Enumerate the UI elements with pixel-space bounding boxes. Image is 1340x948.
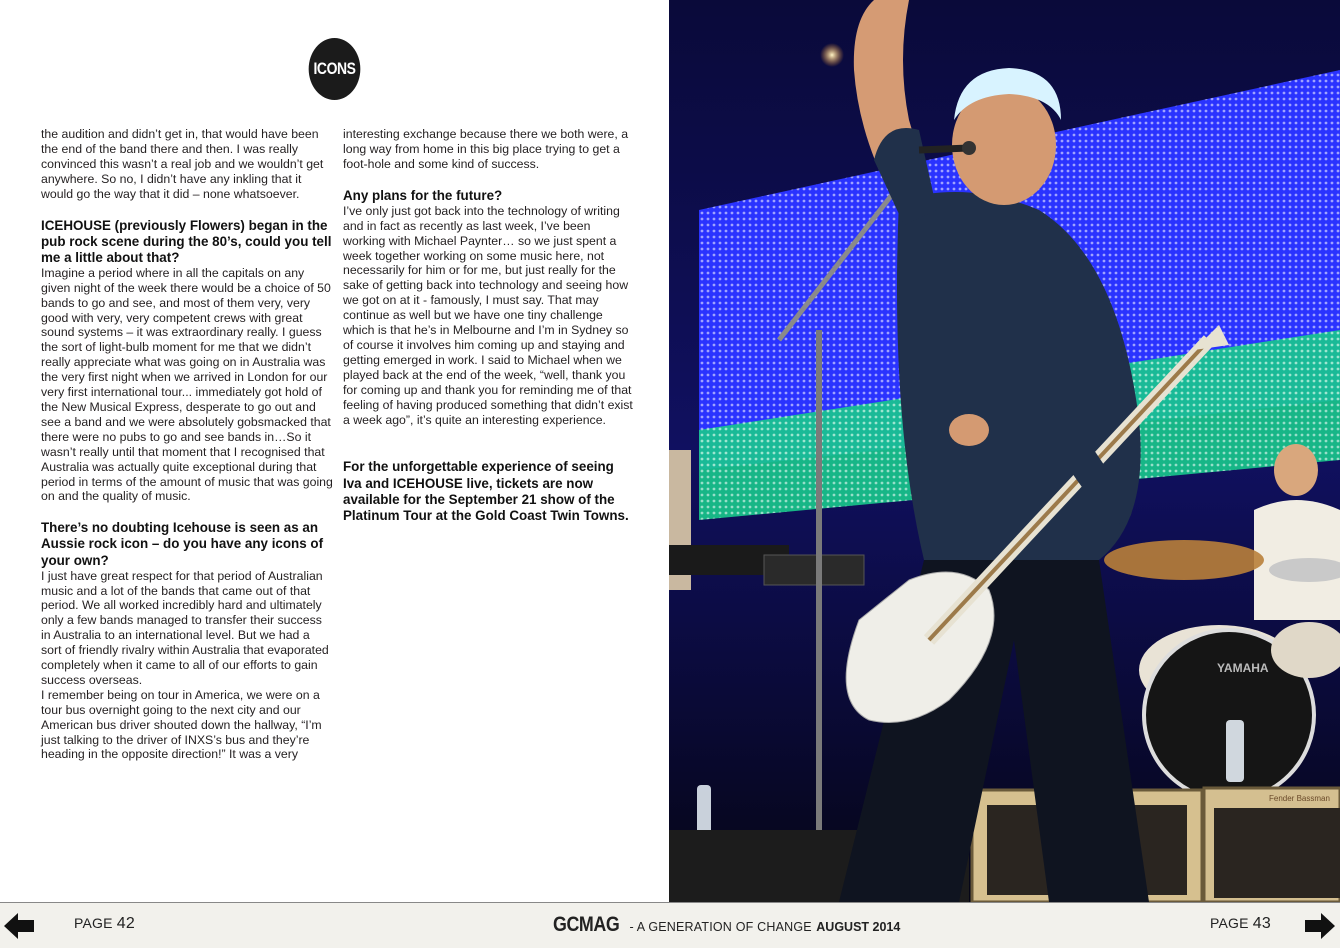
tagline: - A GENERATION OF CHANGE (629, 920, 812, 934)
page-number: 42 (116, 915, 135, 932)
interview-question: Any plans for the future? (343, 187, 503, 203)
drum-brand: YAMAHA (1217, 661, 1269, 675)
article-column-right (343, 127, 635, 524)
interview-question: ICEHOUSE (previously Flowers) began in the pub rock scene during the 80’s, could you tell me a little about that? (41, 217, 332, 265)
page-footer (0, 902, 1340, 948)
paragraph: Imagine a period where in all the capitals on any given night of the week there would be a choice of 50 bands to go and see, and most of them very, very good with very, very competent crews with great sound systems – it was extraordinary really. I guess the sort of light-bulb moment for me that we didn’t really appreciate what was going on in Australia was the very first night when we arrived in London for our very first international tour... immediately got hold of the New Musical Express, desperate to go out and see a band and we were absolutely gobsmacked that there were no pubs to go and see bands in…So it wasn’t really until that moment that I recognised that Australia was actually quite exceptional during that period in terms of the amount of music that was going on and the quality of music. (41, 265, 333, 504)
page-number-right (1210, 915, 1271, 933)
paragraph: the audition and didn’t get in, that would have been the end of the band there and then. I was really convinced this wasn’t a real job and we wouldn’t get anywhere. So no, I didn’t have any inkling that it would go the way that it did – none whatsoever. (41, 127, 324, 201)
concert-photo (669, 0, 1340, 902)
page-number-left (74, 915, 135, 933)
brand-logo: GCMAG (553, 913, 620, 936)
paragraph: I remember being on tour in America, we were on a tour bus overnight going to the next city and our American bus driver shouted down the hallway, “I’m just talking to the driver of INXS’s bus and they’re heading in the opposite direction!” It was a very (41, 687, 322, 762)
arrow-right-icon[interactable] (1305, 913, 1335, 939)
paragraph: interesting exchange because there we both were, a long way from home in this big place trying to get a foot-hole and some kind of success. (343, 127, 629, 171)
section-badge: ICONS (309, 38, 361, 100)
issue-date: AUGUST 2014 (816, 920, 901, 934)
page-number: 43 (1252, 915, 1271, 932)
amp-brand: Fender Bassman (1269, 794, 1330, 803)
closing-promo: For the unforgettable experience of seeing Iva and ICEHOUSE live, tickets are now available for the September 21 show of the Platinum Tour at the Gold Coast Twin Towns. (343, 459, 629, 523)
page-label: PAGE (1210, 915, 1249, 931)
arrow-left-icon[interactable] (4, 913, 34, 939)
paragraph: I’ve only just got back into the technology of writing and in fact as recently as last week, I’ve been working with Michael Paynter… so we just spent a week together working on some music here, not necessarily for him or for me, but just really for the sake of getting back into technology and seeing how we got on at it - famously, I must say. That may continue as well but we have one tiny challenge which is that he’s in Melbourne and I’m in Sydney so of course it involves him coming up and staying and getting emerged in work. I said to Michael when we played back at the end of the week, “well, thank you for coming up and thank you for reminding me of that feeling of having produced something that didn’t exist a week ago”, it’s quite an interesting experience. (343, 203, 633, 427)
interview-question: There’s no doubting Icehouse is seen as an Aussie rock icon – do you have any icons of your own? (41, 520, 324, 568)
concert-illustration (669, 0, 1340, 902)
left-page (0, 0, 669, 902)
masthead (553, 913, 900, 937)
article-column-left (41, 127, 333, 762)
page-label: PAGE (74, 915, 113, 931)
paragraph: I just have great respect for that period of Australian music and a lot of the bands that came out of that period. We all worked incredibly hard and ultimately only a few bands managed to transfer their success in Australia to an international level. But we had a sort of friendly rivalry within Australia that evaporated completely when it came to all of our efforts to gain success overseas. (41, 568, 329, 687)
